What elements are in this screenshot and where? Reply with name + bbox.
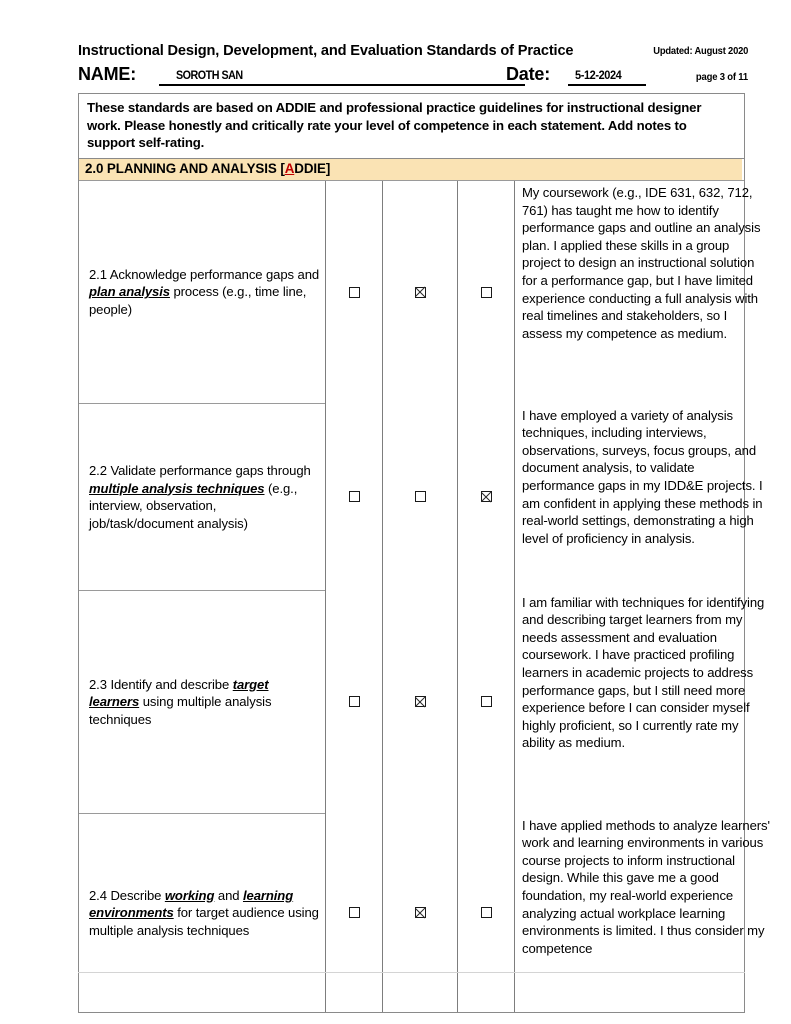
rating-cell-low[interactable]: [326, 181, 383, 404]
statement-text-fragment: and: [214, 887, 243, 903]
unchecked-checkbox-high[interactable]: [481, 696, 492, 707]
rating-cell-medium[interactable]: [383, 181, 458, 404]
unchecked-checkbox-low[interactable]: [349, 907, 360, 918]
section-heading-suffix: DDIE]: [294, 161, 331, 177]
standards-rows-table: [79, 181, 776, 1012]
unchecked-checkbox-high[interactable]: [481, 287, 492, 298]
checked-checkbox-medium[interactable]: [415, 287, 426, 298]
statement-text-fragment: for target audience using multiple analysis techniques: [89, 905, 319, 938]
checked-checkbox-medium[interactable]: [415, 696, 426, 707]
standard-statement-2-2: [79, 404, 326, 591]
rating-cell-low[interactable]: [326, 404, 383, 591]
rating-cell-high[interactable]: [458, 814, 515, 1013]
rating-cell-medium[interactable]: [383, 591, 458, 814]
document-header: [78, 42, 748, 92]
rating-cell-high[interactable]: [458, 591, 515, 814]
name-field-rule: [159, 84, 525, 86]
unchecked-checkbox-low[interactable]: [349, 696, 360, 707]
standard-statement-2-1: [79, 181, 326, 404]
statement-text-fragment: (e.g., interview, observation, job/task/document analysis): [89, 480, 298, 531]
statement-text-fragment: 2.1 Acknowledge performance gaps and: [89, 266, 320, 282]
rating-cell-high[interactable]: [458, 404, 515, 591]
name-field-value[interactable]: SOROTH SAN: [176, 68, 243, 82]
unchecked-checkbox-high[interactable]: [481, 907, 492, 918]
updated-label: Updated: August 2020: [653, 46, 748, 57]
name-label: NAME:: [78, 64, 136, 84]
statement-text-fragment: multiple analysis techniques: [89, 480, 265, 496]
table-row: [79, 591, 776, 814]
statement-text-fragment: using multiple analysis techniques: [89, 694, 272, 727]
unchecked-checkbox-low[interactable]: [349, 491, 360, 502]
rating-cell-low[interactable]: [326, 591, 383, 814]
checked-checkbox-high[interactable]: [481, 491, 492, 502]
checked-checkbox-medium[interactable]: [415, 907, 426, 918]
rating-cell-high[interactable]: [458, 181, 515, 404]
date-label: Date:: [506, 64, 551, 84]
section-heading-prefix: 2.0 PLANNING AND ANALYSIS [: [85, 161, 285, 177]
table-row: [79, 181, 776, 404]
notes-cell-2-2[interactable]: I have employed a variety of analysis techniques, including interviews, observations, surveys, focus groups, and document analysis, to validate performance gaps in my IDD&E projects. I am confident in applying these methods in real-world settings, demonstrating a high level of proficiency in analysis.: [515, 404, 777, 591]
page-title: Instructional Design, Development, and Evaluation Standards of Practice: [78, 43, 574, 59]
date-field-rule: [568, 84, 646, 86]
statement-text-fragment: learning environments: [89, 887, 294, 921]
section-heading: [79, 159, 744, 181]
notes-cell-2-4[interactable]: I have applied methods to analyze learners' work and learning environments in various course projects to inform instructional design. While this gave me a good foundation, my real-world experience analyzing actual workplace learning environments is limited. I thus consider my competence: [515, 814, 777, 1013]
rating-cell-medium[interactable]: [383, 404, 458, 591]
page-number: page 3 of 11: [695, 72, 748, 83]
rating-cell-low[interactable]: [326, 814, 383, 1013]
notes-cell-2-1[interactable]: My coursework (e.g., IDE 631, 632, 712, 761) has taught me how to identify performance gaps and outline an analysis plan. I applied these skills in a group project to design an instructional solution for a performance gap, but I have limited experience conducting a full analysis with real timelines and stakeholders, so I assess my competence as medium.: [515, 181, 777, 404]
standards-form-table: [78, 93, 770, 1013]
unchecked-checkbox-medium[interactable]: [415, 491, 426, 502]
statement-text-fragment: process (e.g., time line, people): [89, 284, 307, 317]
unchecked-checkbox-low[interactable]: [349, 287, 360, 298]
notes-cell-2-3[interactable]: I am familiar with techniques for identifying and describing target learners from my needs assessment and evaluation coursework. I have practiced profiling learners in academic projects to address performance gaps, but I still need more experience before I can consider myself highly proficient, so I currently rate my ability as medium.: [515, 591, 777, 814]
rating-cell-medium[interactable]: [383, 814, 458, 1013]
statement-text-fragment: 2.3 Identify and describe: [89, 676, 233, 692]
standard-statement-2-4: [79, 814, 326, 1013]
name-date-row: [78, 64, 748, 92]
statement-text-fragment: 2.4 Describe: [89, 887, 165, 903]
statement-text-fragment: target learners: [89, 676, 269, 710]
statement-text-fragment: plan analysis: [89, 284, 170, 300]
footer-divider: [78, 972, 745, 973]
table-row: [79, 404, 776, 591]
date-field-value[interactable]: 5-12-2024: [575, 68, 622, 82]
section-heading-highlight: A: [284, 161, 295, 177]
instructions-text: These standards are based on ADDIE and professional practice guidelines for instructional designer work. Please honestly and critically rate your level of competence in each statement. Add notes to support self-rating.: [79, 94, 744, 159]
title-row: [78, 42, 748, 63]
statement-text-fragment: 2.2 Validate performance gaps through: [89, 462, 311, 478]
table-row: [79, 814, 776, 1013]
standard-statement-2-3: [79, 591, 326, 814]
statement-text-fragment: working: [164, 887, 215, 903]
